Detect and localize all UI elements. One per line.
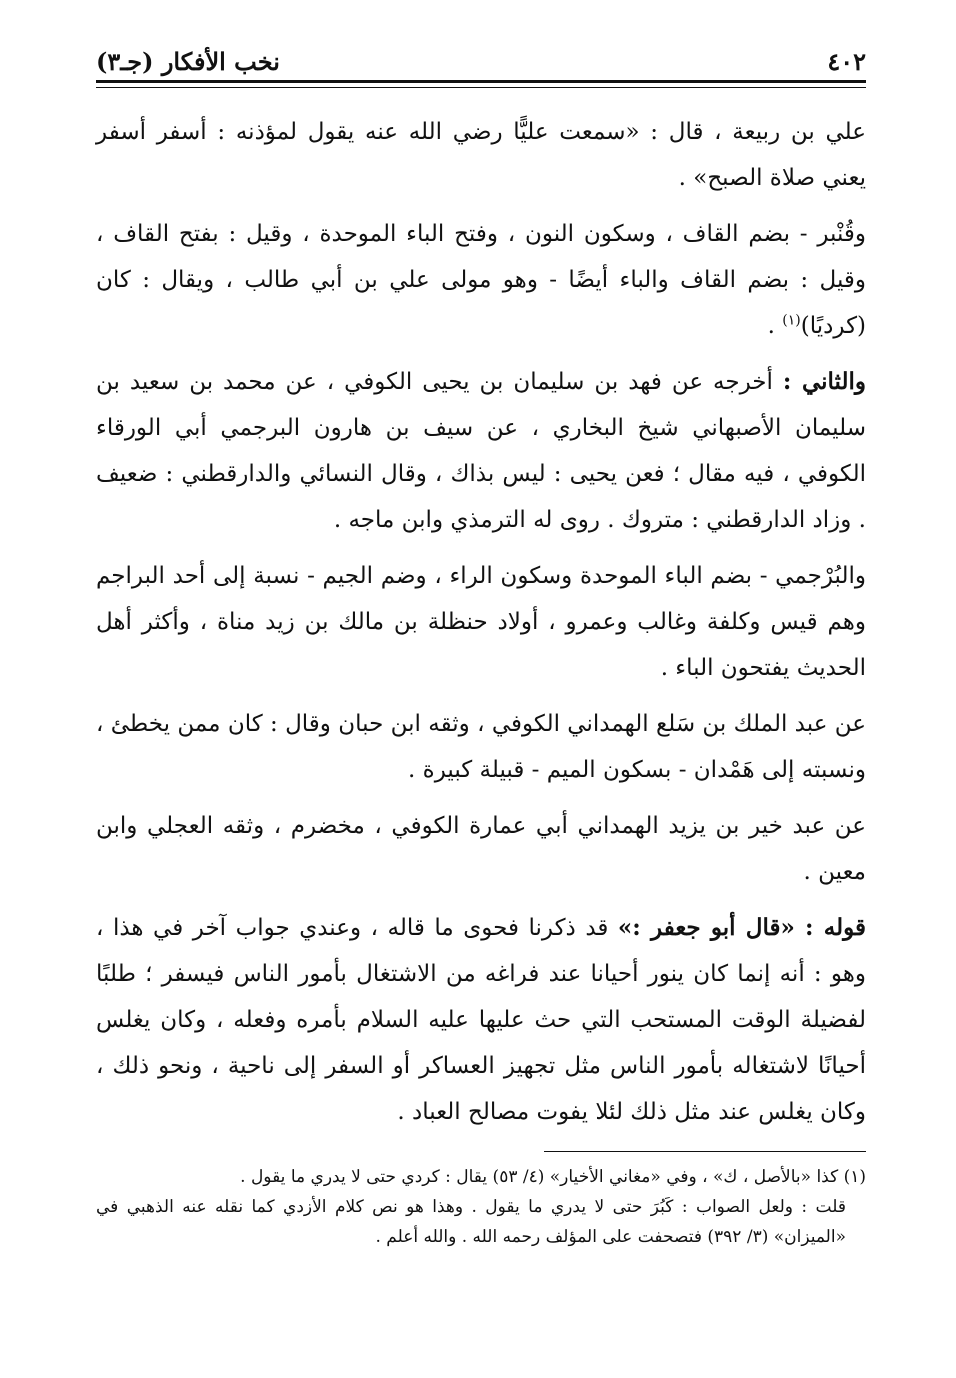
footnote-continuation: قلت : ولعل الصواب : كَبُرَ حتى لا يدري ما يقول . وهذا هو نص كلام الأزدي كما نقله عنه الذهبي في «الميزان» (٣/ ٣٩٢) فتصحفت على المؤلف رحمه الله . والله أعلم . (96, 1197, 846, 1247)
paragraph-lead: قوله : «قال أبو جعفر :» (617, 914, 866, 941)
paragraph: وقُنْبر - بضم القاف ، وسكون النون ، وفتح الباء الموحدة ، وقيل : بفتح القاف ، وقيل : بضم القاف والباء أيضًا - وهو مولى علي بن أبي طالب ، ويقال : كان (كرديًا)$^{(١)}$ . (96, 221, 866, 339)
main-text (96, 109, 866, 1135)
paragraph: علي بن ربيعة ، قال : «سمعت عليًّا رضي الله عنه يقول لمؤذنه : أسفر أسفر يعني صلاة الصبح» . (96, 119, 866, 191)
footnote-separator (544, 1151, 866, 1152)
paragraph-lead: والثاني : (782, 368, 866, 395)
paragraph: والثاني : أخرجه عن فهد بن سليمان بن يحيى الكوفي ، عن محمد بن سعيد بن سليمان الأصبهاني شيخ البخاري ، عن سيف بن هارون البرجمي أبي الورقاء الكوفي ، فيه مقال ؛ فعن يحيى : ليس بذاك ، وقال النسائي والدارقطني : ضعيف . وزاد الدارقطني : متروك . روى له الترمذي وابن ماجه . (96, 368, 866, 533)
footnote: (١) كذا «بالأصل ، ك» ، وفي «مغاني الأخيار» (٤/ ٥٣) يقال : كردي حتى لا يدري ما يقول . (240, 1167, 866, 1187)
footnotes (96, 1162, 866, 1252)
page-number: ٤٠٢ (827, 47, 866, 76)
paragraph: والبُرْجمي - بضم الباء الموحدة وسكون الراء ، وضم الجيم - نسبة إلى أحد البراجم وهم قيس وكلفة وغالب وعمرو ، أولاد حنظلة بن مالك بن زيد مناة ، وأكثر أهل الحديث يفتحون الباء . (96, 563, 866, 681)
book-title: نخب الأفكار (جـ٣) (96, 47, 280, 76)
paragraph: عن عبد خير بن يزيد الهمداني أبي عمارة الكوفي ، مخضرم ، وثقه العجلي وابن معين . (96, 813, 866, 885)
running-header (96, 36, 866, 83)
paragraph: قوله : «قال أبو جعفر :» قد ذكرنا فحوى ما قاله ، وعندي جواب آخر في هذا ، وهو : أنه إنما كان ينور أحيانا عند فراغه من الاشتغال بأمور الناس فيسفر ؛ طلبًا لفضيلة الوقت المستحب التي حث عليها عليه السلام بأمره وفعله ، وكان يغلس أحيانًا لاشتغاله بأمور الناس مثل تجهيز العساكر أو السفر إلى ناحية ، ونحو ذلك ، وكان يغلس عند مثل ذلك لئلا يفوت مصالح العباد . (96, 914, 866, 1125)
paragraph: عن عبد الملك بن سَلع الهمداني الكوفي ، وثقه ابن حبان وقال : كان ممن يخطئ ، ونسبته إلى هَمْدان - بسكون الميم - قبيلة كبيرة . (96, 711, 866, 783)
footnote-reference: (١) (782, 312, 801, 329)
